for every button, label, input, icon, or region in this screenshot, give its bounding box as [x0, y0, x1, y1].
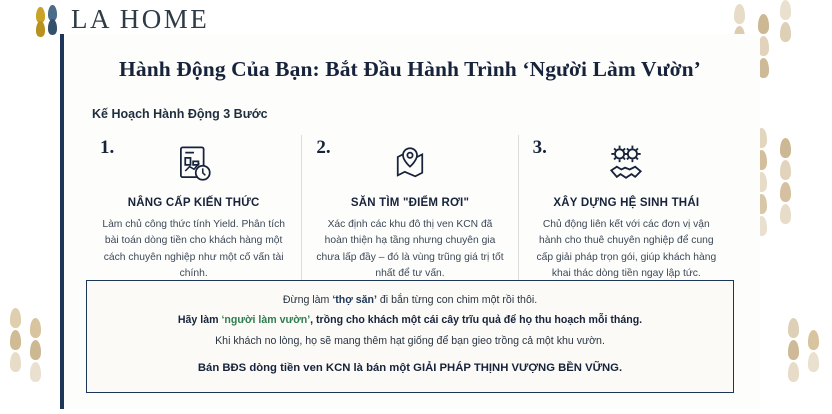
handshake-gears-icon [533, 141, 720, 187]
step-number-1: 1. [100, 137, 115, 158]
callout-line-2 [101, 312, 719, 329]
step-title-2: SĂN TÌM "ĐIỂM RƠI" [350, 197, 470, 209]
step-number-3: 3. [532, 137, 547, 158]
callout-line2-prefix: Hãy làm [177, 314, 222, 327]
step-title-3: XÂY DỰNG HỆ SINH THÁI [553, 197, 700, 209]
brand-name: LA HOME [71, 4, 210, 34]
step-body-2: Xác định các khu đô thị ven KCN đã hoàn thiện hạ tầng nhưng chuyên gia chưa lấp đầy – đó là vùng trũng giá trị tốt nhất để tư vấn. [316, 219, 504, 279]
step-title-1: NÂNG CẤP KIẾN THỨC [127, 197, 260, 209]
content-card [60, 34, 760, 409]
callout-line1-prefix: Đừng làm [282, 294, 333, 307]
callout-line-4: Bán BĐS dòng tiền ven KCN là bán một GIẢI PHÁP THỊNH VƯỢNG BỀN VỮNG. [197, 361, 623, 374]
callout-line1-suffix: đi bắn từng con chim một rồi thôi. [376, 294, 538, 307]
map-pin-location-icon [316, 141, 503, 187]
step-body-3: Chủ động liên kết với các đơn vị vận hành cho thuê chuyên nghiệp để cung cấp giải pháp trọn gói, giúp khách hàng khai thác dòng tiền ngay lập tức. [536, 219, 717, 279]
wheat-decoration-bottom-right [786, 318, 826, 408]
callout-line1-highlight: ‘thợ săn’ [332, 294, 377, 307]
wheat-decoration-right-middle [752, 128, 812, 278]
chart-report-icon [100, 141, 287, 187]
callout-line2-highlight: ‘người làm vườn’ [221, 314, 311, 327]
callout-line-1 [101, 292, 719, 309]
step-number-2: 2. [316, 137, 331, 158]
brand-logo [36, 4, 209, 35]
callout-line-3: Khi khách no lòng, họ sẽ mang thêm hạt giống để bạn gieo trồng cả một khu vườn. [215, 334, 605, 347]
step-body-1: Làm chủ công thức tính Yield. Phân tích bài toán dòng tiền cho khách hàng một cách chuyên nghiệp như một cố vấn tài chính. [102, 219, 285, 279]
section-subtitle: Kế Hoạch Hành Động 3 Bước [92, 107, 268, 121]
callout-box [86, 280, 734, 393]
callout-line2-suffix: , trồng cho khách một cái cây trĩu quả để họ thu hoạch mỗi tháng. [310, 314, 643, 327]
wheat-decoration-bottom-left [8, 308, 52, 398]
wheat-logo-icon [36, 5, 62, 35]
page-title: Hành Động Của Bạn: Bắt Đầu Hành Trình ‘Người Làm Vườn’ [119, 57, 701, 81]
